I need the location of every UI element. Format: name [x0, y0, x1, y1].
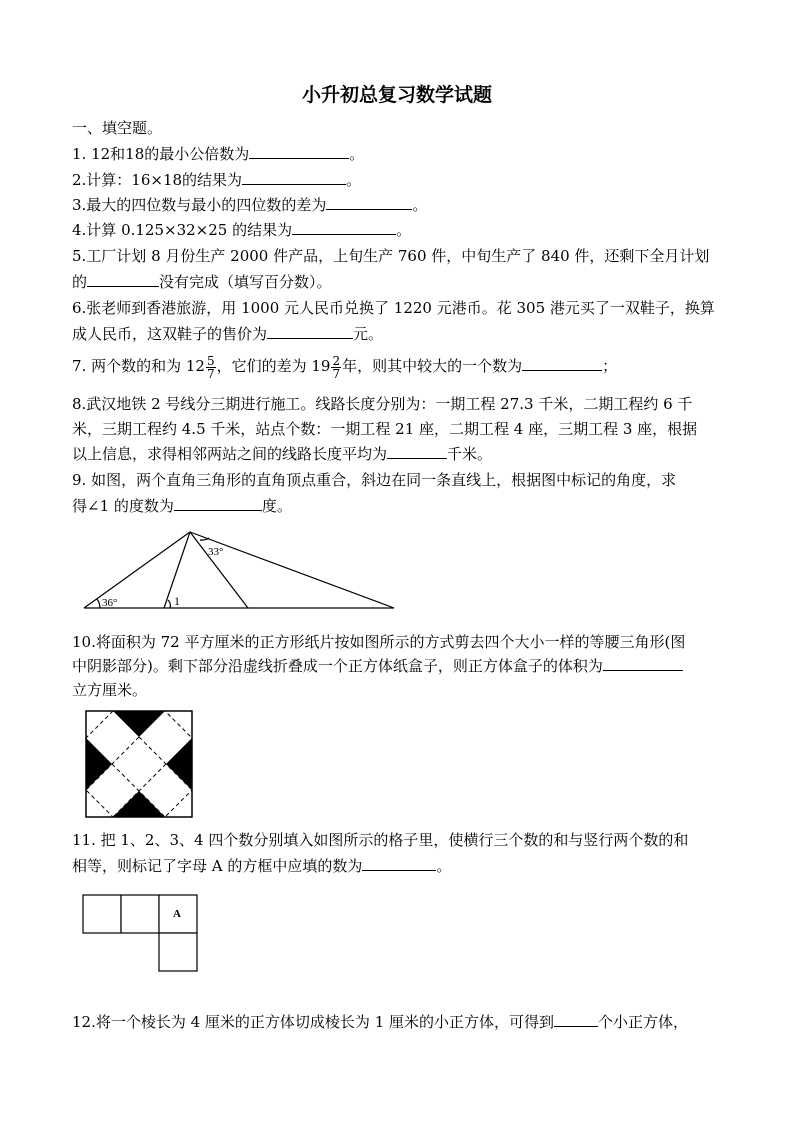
- question-6-line-1: 6.张老师到香港旅游，用 1000 元人民币兑换了 1220 元港币。花 305 港元买了一双鞋子，换算: [72, 299, 715, 317]
- answer-blank[interactable]: [242, 170, 346, 185]
- question-8-line-1: 8.武汉地铁 2 号线分三期进行施工。线路长度分别为：一期工程 27.3 千米，二期工程约 6 千: [72, 395, 693, 413]
- question-text: 1. 12和18的最小公倍数为: [72, 145, 250, 163]
- answer-blank[interactable]: [249, 144, 349, 159]
- question-12: 12.将一个棱长为 4 厘米的正方体切成棱长为 1 厘米的小正方体，可得到 个小正方体，: [72, 1013, 689, 1031]
- question-9-line-1: 9. 如图，两个直角三角形的直角顶点重合，斜边在同一条直线上，根据图中标记的角度，求: [72, 471, 677, 489]
- question-5-line-2: 的 没有完成（填写百分数）。: [72, 273, 332, 291]
- answer-blank[interactable]: [326, 195, 412, 210]
- angle-label-1: 1: [174, 594, 180, 608]
- question-11-line-1: 11. 把 1、2、3、4 四个数分别填入如图所示的格子里，使横行三个数的和与竖行两个数的和: [72, 831, 689, 849]
- question-5-line-1: 5.工厂计划 8 月份生产 2000 件产品，上旬生产 760 件，中旬生产了 840 件，还剩下全月计划: [72, 247, 710, 265]
- angle-label-36: 36°: [102, 597, 118, 609]
- cell-label-a: A: [173, 908, 181, 920]
- question-9-line-2: 得∠1 的度数为 度。: [72, 497, 292, 515]
- answer-blank[interactable]: [387, 444, 447, 459]
- question-6-line-2: 成人民币，这双鞋子的售价为 元。: [72, 325, 384, 343]
- answer-blank[interactable]: [362, 856, 436, 871]
- question-1: 1. 12和18的最小公倍数为 。: [72, 145, 365, 163]
- question-3: 3.最大的四位数与最小的四位数的差为 。: [72, 196, 428, 214]
- answer-blank[interactable]: [522, 356, 602, 371]
- question-10-line-1: 10.将面积为 72 平方厘米的正方形纸片按如图所示的方式剪去四个大小一样的等腰三角形(图: [72, 633, 686, 651]
- question-4: 4.计算 0.125×32×25 的结果为 。: [72, 221, 412, 239]
- square-paper-figure: [84, 709, 194, 819]
- answer-blank[interactable]: [174, 496, 262, 511]
- section-heading: 一、填空题。: [72, 119, 163, 137]
- question-7: 7. 两个数的和为 12 $\frac{5}{7}$ ，它们的差为 19 $\frac{2}{7}$ 年，则其中较大的一个数为 ；: [72, 353, 618, 381]
- question-text: 2.计算：16×18的结果为: [72, 171, 243, 189]
- fraction: $\frac{2}{7}$: [332, 353, 341, 381]
- question-11-line-2: 相等，则标记了字母 A 的方框中应填的数为 。: [72, 857, 452, 875]
- question-text: 4.计算 0.125×32×25 的结果为: [72, 221, 293, 239]
- question-10-line-3: 立方厘米。: [72, 681, 148, 699]
- answer-blank[interactable]: [603, 656, 683, 671]
- page-title: 小升初总复习数学试题: [301, 84, 492, 106]
- answer-blank[interactable]: [292, 220, 396, 235]
- grid-figure: [81, 893, 199, 973]
- question-10-line-2: 中阴影部分)。剩下部分沿虚线折叠成一个正方体纸盒子，则正方体盒子的体积为: [72, 656, 683, 676]
- question-text: 3.最大的四位数与最小的四位数的差为: [72, 196, 327, 214]
- answer-blank[interactable]: [87, 272, 159, 287]
- answer-blank[interactable]: [267, 324, 353, 339]
- fraction: $\frac{5}{7}$: [206, 353, 215, 381]
- question-8-line-2: 米，三期工程约 4.5 千米，站点个数：一期工程 21 座，二期工程 4 座，三期工程 3 座，根据: [72, 420, 698, 438]
- triangles-figure: [78, 528, 398, 614]
- angle-label-33: 33°: [208, 546, 224, 558]
- question-8-line-3: 以上信息，求得相邻两站之间的线路长度平均为 千米。: [72, 445, 493, 463]
- answer-blank[interactable]: [554, 1012, 598, 1027]
- question-2: 2.计算：16×18的结果为 。: [72, 171, 362, 189]
